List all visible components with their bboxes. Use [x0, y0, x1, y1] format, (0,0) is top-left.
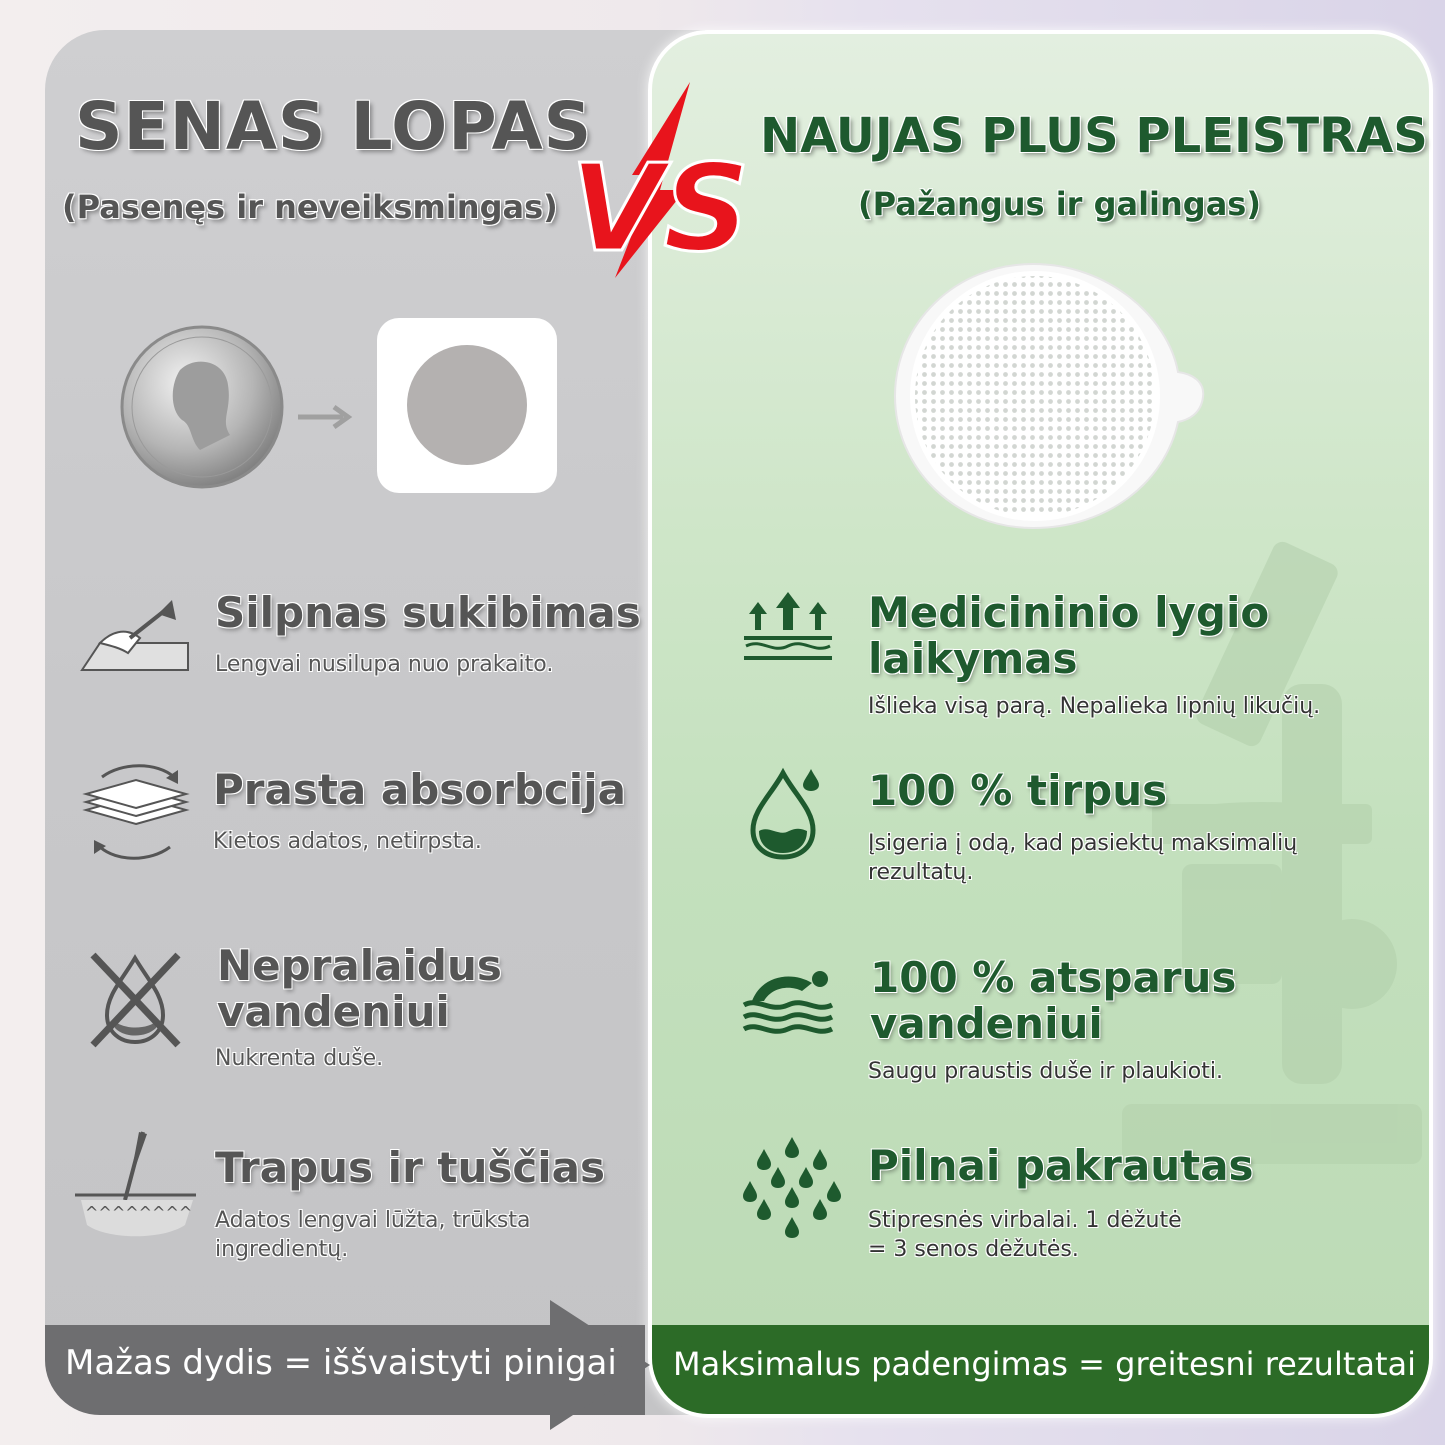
old-title: SENAS LOPAS: [75, 88, 593, 165]
new-feature-2-desc-line2: rezultatų.: [868, 860, 974, 885]
needle-skin-icon: [73, 1130, 198, 1245]
old-feature-4-desc-line2: ingredientų.: [215, 1237, 349, 1262]
new-feature-2-title: 100 % tirpus: [868, 766, 1168, 815]
layers-rotate-icon: [82, 762, 190, 862]
new-footer-text: Maksimalus padengimas = greitesni rezultatai: [673, 1345, 1417, 1383]
new-feature-3-title-line2: vandeniui: [870, 999, 1103, 1048]
old-feature-2-title: Prasta absorbcija: [213, 765, 626, 814]
swimmer-waves-icon: [742, 965, 834, 1035]
new-feature-3-title-line1: 100 % atsparus: [870, 953, 1237, 1002]
small-round-patch-image: [377, 318, 557, 493]
no-water-icon: [88, 950, 183, 1050]
old-feature-1-desc: Lengvai nusilupa nuo prakaito.: [215, 652, 554, 677]
new-feature-3-desc: Saugu praustis duše ir plaukioti.: [868, 1059, 1223, 1084]
new-feature-1-desc: Išlieka visą parą. Nepalieka lipnių likučių.: [868, 694, 1321, 719]
water-drop-icon: [745, 765, 825, 860]
microneedle-patch-image: [893, 262, 1205, 530]
new-feature-2-desc-line1: Įsigeria į odą, kad pasiektų maksimalių: [868, 831, 1298, 856]
arrow-right-icon: [298, 402, 360, 432]
adhesion-arrows-icon: [742, 590, 834, 662]
old-feature-3-title-line2: vandeniui: [217, 987, 450, 1036]
quarter-coin-image: [120, 325, 285, 490]
old-feature-3-title-line1: Nepralaidus: [217, 941, 502, 990]
old-feature-4-title: Trapus ir tuščias: [215, 1143, 606, 1192]
new-subtitle: (Pažangus ir galingas): [858, 185, 1261, 223]
old-subtitle: (Pasenęs ir neveiksmingas): [62, 188, 558, 226]
old-feature-4-desc-line1: Adatos lengvai lūžta, trūksta: [215, 1208, 531, 1233]
new-feature-1-title-line2: laikymas: [868, 634, 1078, 683]
new-feature-1-title-line1: Medicininio lygio: [868, 588, 1270, 637]
droplets-cluster-icon: [742, 1135, 842, 1245]
svg-text:^^^^^^^^: ^^^^^^^^: [85, 1203, 193, 1222]
old-feature-1-title: Silpnas sukibimas: [215, 588, 641, 637]
new-title: NAUJAS PLUS PLEISTRAS: [760, 108, 1428, 164]
old-footer-text: Mažas dydis = iššvaistyti pinigai: [65, 1343, 617, 1383]
vs-logo: [560, 80, 760, 280]
new-feature-4-desc-line2: = 3 senos dėžutės.: [868, 1237, 1079, 1262]
peeling-patch-icon: [80, 598, 190, 673]
new-feature-4-desc-line1: Stipresnės virbalai. 1 dėžutė: [868, 1208, 1182, 1233]
old-feature-2-desc: Kietos adatos, netirpsta.: [213, 829, 482, 854]
new-feature-4-title: Pilnai pakrautas: [868, 1141, 1254, 1190]
old-feature-3-desc: Nukrenta duše.: [215, 1046, 384, 1071]
vs-label: VS: [570, 140, 750, 279]
